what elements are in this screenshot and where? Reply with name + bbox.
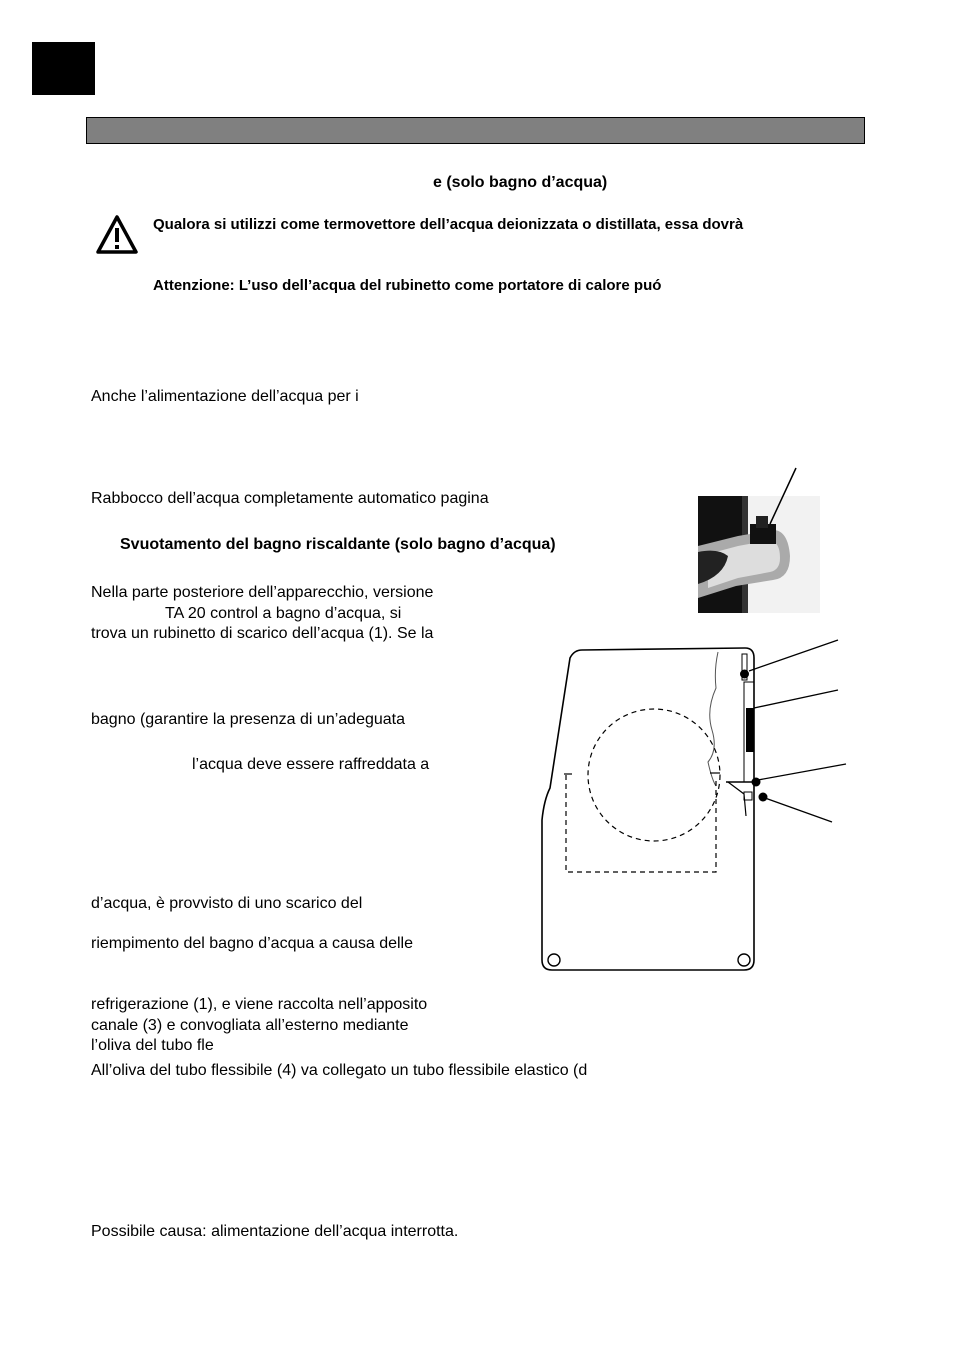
drain-text-line: TA 20 control a bagno d’acqua, si <box>165 605 402 622</box>
overflow-text-line: riempimento del bagno d’acqua a causa delle <box>91 935 413 952</box>
drain-text-line: Nella parte posteriore dell’apparecchio, versione <box>91 584 434 601</box>
photo-callout-line <box>760 466 800 526</box>
overflow-text-line: d’acqua, è provvisto di uno scarico del <box>91 895 363 912</box>
overflow-text-line: canale (3) e convogliata all’esterno mediante <box>91 1017 409 1034</box>
drain-text-line: trova un rubinetto di scarico dell’acqua (1). Se la <box>91 625 434 642</box>
drain-text-line: l’acqua deve essere raffreddata a <box>192 756 430 773</box>
drain-heading: Svuotamento del bagno riscaldante (solo bagno d’acqua) <box>120 536 556 553</box>
possible-cause-text: Possibile causa: alimentazione dell’acqua interrotta. <box>91 1223 459 1240</box>
section-heading: e (solo bagno d’acqua) <box>433 174 608 191</box>
page-marker-block <box>32 42 95 95</box>
section-title-bar <box>86 117 865 144</box>
rear-view-diagram <box>520 630 850 1000</box>
warning-text-line2: Attenzione: L’uso dell’acqua del rubinetto come portatore di calore puó <box>153 277 662 294</box>
warning-text-line1: Qualora si utilizzi come termovettore dell’acqua deionizzata o distillata, essa dovrà <box>153 216 744 233</box>
supply-paragraph: Anche l’alimentazione dell’acqua per i <box>91 388 359 405</box>
refill-paragraph: Rabbocco dell’acqua completamente automatico pagina <box>91 490 489 507</box>
drain-tap-photo <box>698 496 820 613</box>
overflow-text-line: l’oliva del tubo fle <box>91 1037 214 1054</box>
overflow-text-line: All’oliva del tubo flessibile (4) va collegato un tubo flessibile elastico (d <box>91 1062 588 1079</box>
drain-text-line: bagno (garantire la presenza di un’adeguata <box>91 711 406 728</box>
overflow-text-line: refrigerazione (1), e viene raccolta nell’apposito <box>91 996 428 1013</box>
warning-triangle-icon <box>95 214 139 256</box>
